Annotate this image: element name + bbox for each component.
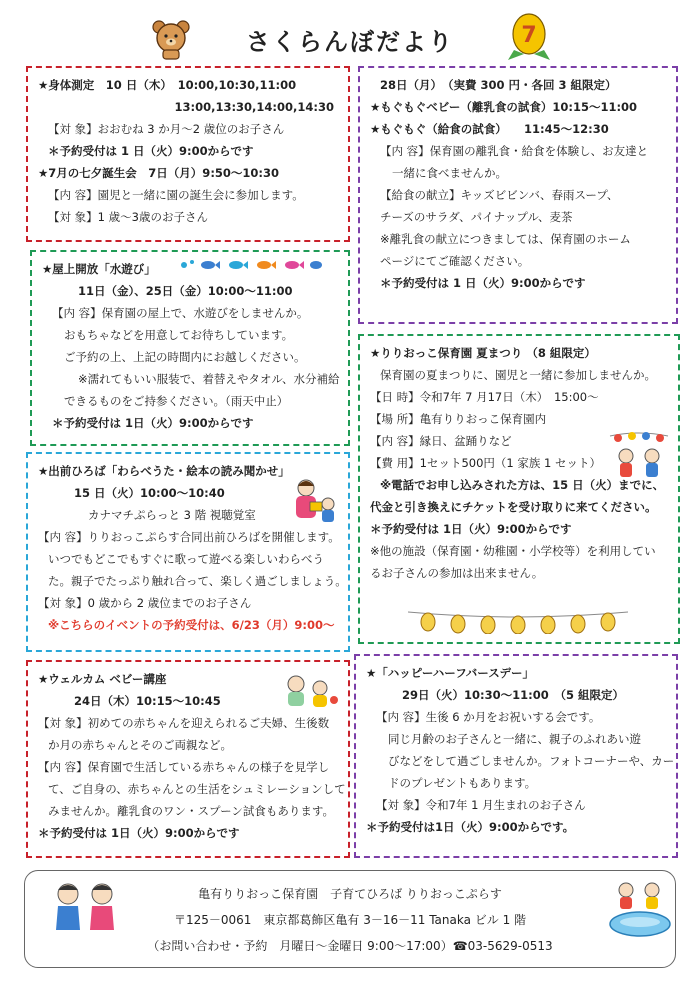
event-times: 13:00,13:30,14:00,14:30 (174, 100, 334, 114)
event-date: 29日（火）10:30～11:00 （5 組限定） (402, 688, 624, 702)
baby-illustration (280, 670, 340, 710)
target-text: 【対 象】初めての赤ちゃんを迎えられるご夫婦、生後数 (38, 716, 330, 730)
content-text: びなどをして過ごしませんか。フォトコーナーや、カー (388, 754, 675, 768)
place-text: 【場 所】亀有りりおっこ保育園内 (370, 412, 547, 426)
reservation-note: ＊予約受付は 1日（火）9:00からです (52, 416, 254, 430)
summer-festival-box (358, 334, 680, 644)
content-text: 【内 容】りりおっこぷらす合同出前ひろばを開催します。 (38, 530, 340, 544)
kimono-children-illustration (50, 878, 122, 934)
place-text: カナマチぷらっと 3 階 視聴覚室 (88, 508, 256, 522)
note-text: ページにてご確認ください。 (380, 254, 530, 268)
reservation-alert: ※こちらのイベントの予約受付は、6/23（月）9:00～ (48, 618, 335, 632)
festival-children-illustration (606, 428, 672, 482)
corn-seven-illustration (506, 10, 552, 62)
content-text: 【内 容】園児と一緒に園の誕生会に参加します。 (48, 188, 304, 202)
note-text: ※濡れてもいい服装で、着替えやタオル、水分補給 (78, 372, 340, 386)
bear-illustration (150, 18, 192, 60)
reservation-note: ＊予約受付は 1 日（火）9:00からです (380, 276, 586, 290)
content-text: 【内 容】生後 6 か月をお祝いする会です。 (376, 710, 601, 724)
content-text: 【内 容】保育園で生活している赤ちゃんの様子を見学し (38, 760, 330, 774)
reservation-note: ＊予約受付は1日（火）9:00からです。 (366, 820, 575, 834)
content-text: ご予約の上、上記の時間内にお越しください。 (64, 350, 306, 364)
contact-hours-phone: （お問い合わせ・予約 月曜日～金曜日 9:00～17:00）☎03-5629-0513 (147, 939, 553, 953)
content-text: 【内 容】保育園の屋上で、水遊びをしませんか。 (52, 306, 309, 320)
note-text: ※電話でお申し込みされた方は、15 日（火）までに、 (380, 478, 665, 492)
event-date: 28日（月） （実費 300 円・各回 3 組限定） (380, 78, 617, 92)
content-text: て、ご自身の、赤ちゃんとの生活をシュミレーションして (48, 782, 346, 796)
reservation-note: ＊予約受付は 1 日（火）9:00からです (48, 144, 254, 158)
reservation-note: ＊予約受付は 1日（火）9:00からです (370, 522, 572, 536)
note-text: ※他の施設（保育園・幼稚園・小学校等）を利用してい (370, 544, 656, 558)
facility-name: 亀有りりおっこ保育園 子育てひろば りりおっこぷらす (198, 887, 502, 901)
content-text: ドのプレゼントもあります。 (388, 776, 537, 790)
note-text: 代金と引き換えにチケットを受け取りに来てください。 (370, 500, 657, 514)
target-text: 【対 象】おおむね 3 か月～2 歳位のお子さん (48, 122, 285, 136)
fee-text: 【費 用】1セット500円（1 家族 1 セット） (370, 456, 602, 470)
svg-text:7: 7 (521, 23, 537, 48)
event-heading: ★ウェルカム ベビー講座 (38, 672, 167, 686)
event-heading: ★もぐもぐ（給食の試食） 11:45～12:30 (370, 122, 609, 136)
content-text: 【内 容】縁日、盆踊りなど (370, 434, 512, 448)
reservation-note: ＊予約受付は 1日（火）9:00からです (38, 826, 240, 840)
note-text: るお子さんの参加は出来ません。 (370, 566, 544, 580)
event-date: 15 日（火）10:00～10:40 (74, 486, 225, 500)
target-text: 【対 象】令和7年 1 月生まれのお子さん (376, 798, 586, 812)
fish-decoration (178, 256, 328, 274)
content-text: た。親子でたっぷり触れ合って、楽しく過ごしましょう。 (48, 574, 347, 588)
target-text: か月の赤ちゃんとそのご両親など。 (48, 738, 232, 752)
menu-text: チーズのサラダ、パイナップル、麦茶 (380, 210, 573, 224)
event-heading: ★「ハッピーハーフバースデー」 (366, 666, 534, 680)
content-text: 一緒に食べませんか。 (392, 166, 507, 180)
event-heading: ★出前ひろば「わらべうた・絵本の読み聞かせ」 (38, 464, 290, 478)
address-text: 〒125－0061 東京都葛飾区亀有 3－16－11 Tanaka ビル 1 階 (173, 913, 527, 927)
note-text: ※離乳食の献立につきましては、保育園のホーム (380, 232, 631, 246)
meal-tasting-box (358, 66, 678, 324)
date-text: 【日 時】令和7年 7 月17日（木） 15:00～ (370, 390, 599, 404)
rooftop-water-play-box (30, 250, 350, 446)
event-date: 24日（木）10:15～10:45 (74, 694, 221, 708)
content-text: 保育園の夏まつりに、園児と一緒に参加しませんか。 (380, 368, 656, 382)
event-heading: ★屋上開放「水遊び」 (42, 262, 156, 276)
reading-mother-illustration (286, 476, 342, 526)
content-text: おもちゃなどを用意してお待ちしています。 (64, 328, 294, 342)
page-title: さくらんぼだより (246, 28, 454, 56)
content-text: 同じ月齢のお子さんと一緒に、親子のふれあい遊 (388, 732, 641, 746)
content-text: いつでもどこでもすぐに歌って遊べる楽しいわらべう (48, 552, 324, 566)
content-text: みませんか。離乳食のワン・スプーン試食もあります。 (48, 804, 335, 818)
physical-measurement-box (26, 66, 350, 242)
target-text: 【対 象】0 歳から 2 歳位までのお子さん (38, 596, 252, 610)
event-heading: ★身体測定 10 日（木） 10:00,10:30,11:00 (38, 78, 297, 92)
half-birthday-box (354, 654, 678, 858)
event-date: 11日（金）、25日（金）10:00～11:00 (78, 284, 293, 298)
note-text: できるものをご持参ください。（雨天中止） (64, 394, 289, 408)
event-heading: ★7月の七夕誕生会 7日（月）9:50～10:30 (38, 166, 280, 180)
pool-children-illustration (608, 878, 672, 940)
content-text: 【内 容】保育園の離乳食・給食を体験し、お友達と (380, 144, 649, 158)
target-text: 【対 象】1 歳～3歳のお子さん (48, 210, 208, 224)
event-heading: ★りりおっこ保育園 夏まつり （8 組限定） (370, 346, 596, 360)
event-heading: ★もぐもぐベビー（離乳食の試食）10:15～11:00 (370, 100, 638, 114)
menu-text: 【給食の献立】キッズビビンバ、春雨スープ、 (380, 188, 619, 202)
lantern-decoration (408, 606, 628, 634)
